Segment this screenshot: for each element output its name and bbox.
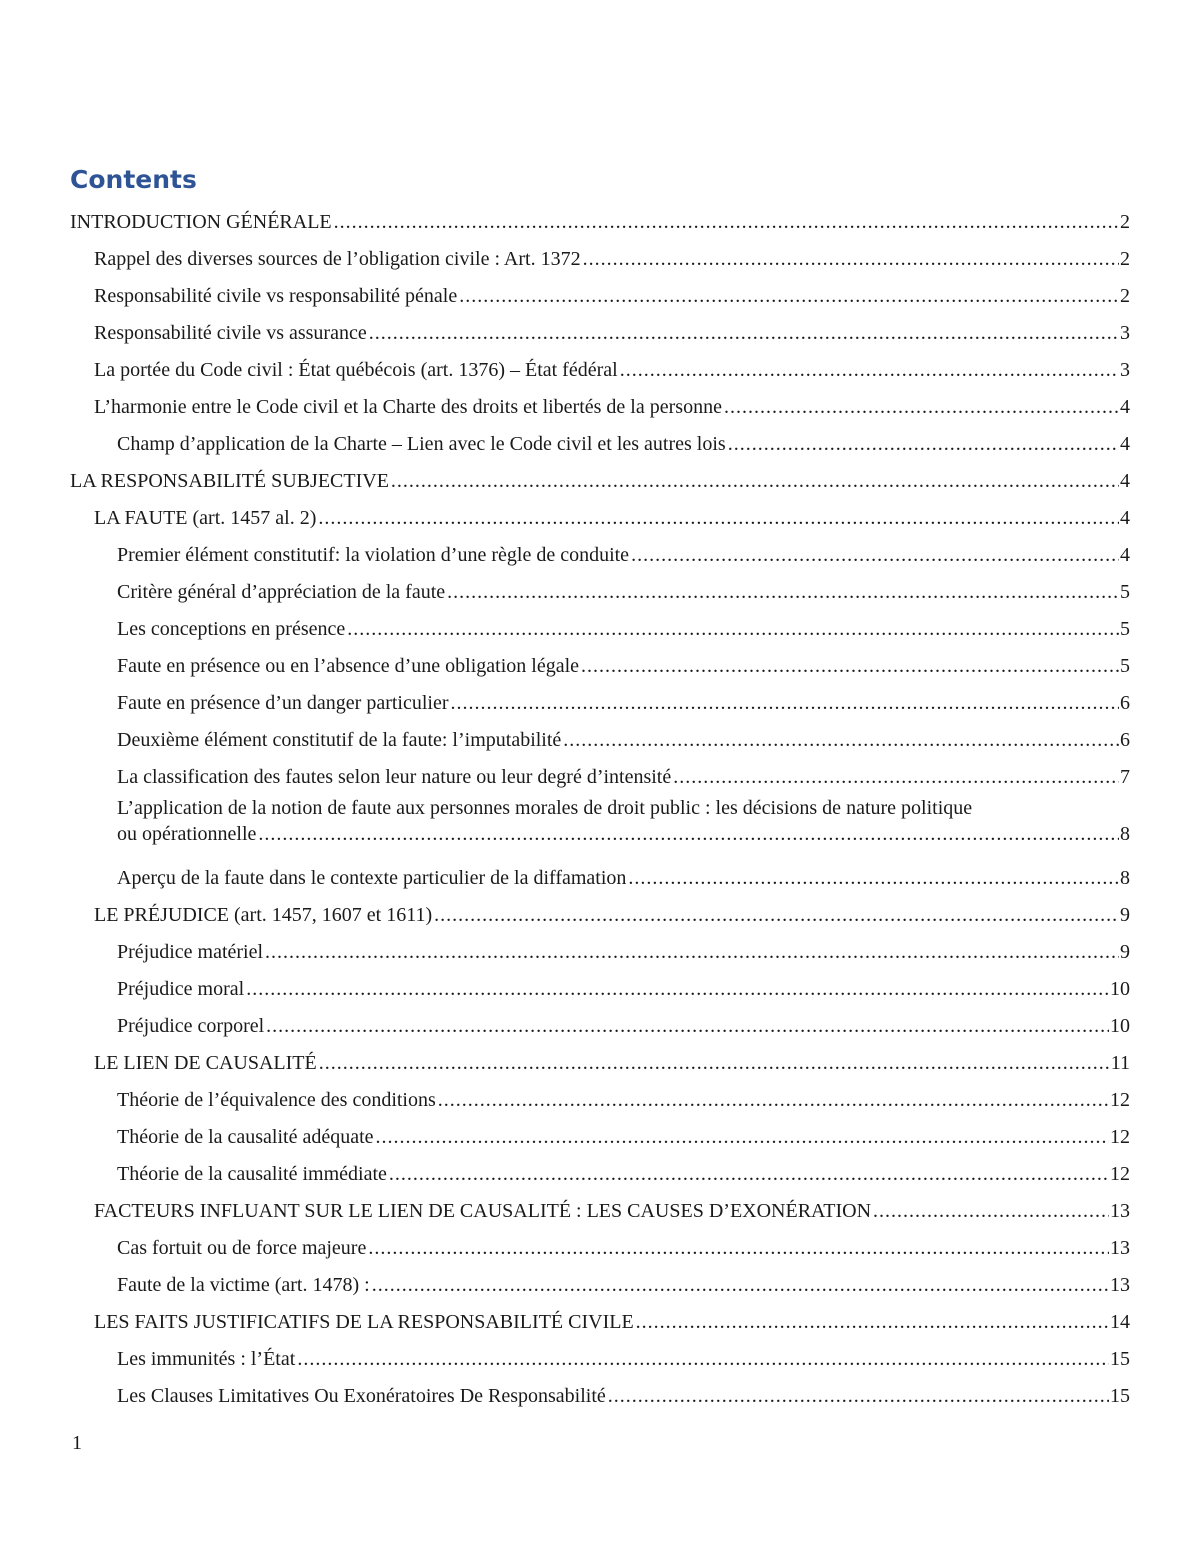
- dot-leader: [391, 468, 1119, 494]
- toc-entry-page: 2: [1120, 248, 1130, 270]
- toc-entry-page: 6: [1120, 692, 1130, 714]
- toc-entry-text: Responsabilité civile vs responsabilité pénale: [94, 285, 458, 307]
- dot-leader: [265, 939, 1119, 965]
- toc-entry-page: 9: [1120, 941, 1130, 963]
- toc-entry-page: 13: [1110, 1274, 1130, 1296]
- dot-leader: [620, 357, 1119, 383]
- toc-entry-text: Deuxième élément constitutif de la faute: l’imputabilité: [117, 729, 562, 751]
- toc-entry[interactable]: [70, 753, 1130, 790]
- toc-entry-page: 13: [1110, 1237, 1130, 1259]
- toc-entry-page: 2: [1120, 285, 1130, 307]
- dot-leader: [724, 394, 1119, 420]
- toc-entry-page: 15: [1110, 1385, 1130, 1407]
- dot-leader: [258, 821, 1119, 847]
- toc-entry[interactable]: [70, 1335, 1130, 1372]
- toc-entry[interactable]: [70, 346, 1130, 383]
- toc-entry[interactable]: [70, 965, 1130, 1002]
- dot-leader: [434, 902, 1119, 928]
- page-number: 1: [72, 1432, 82, 1454]
- toc-entry[interactable]: [70, 1002, 1130, 1039]
- toc-entry-page: 12: [1110, 1126, 1130, 1148]
- toc-entry[interactable]: [70, 198, 1130, 235]
- dot-leader: [447, 579, 1119, 605]
- toc-entry-page: 7: [1120, 766, 1130, 788]
- dot-leader: [389, 1161, 1109, 1187]
- dot-leader: [631, 542, 1119, 568]
- dot-leader: [438, 1087, 1109, 1113]
- toc-entry[interactable]: [70, 679, 1130, 716]
- toc-entry-page: 3: [1120, 359, 1130, 381]
- toc-entry-page: 10: [1110, 1015, 1130, 1037]
- toc-entry-page: 9: [1120, 904, 1130, 926]
- toc-entry-text: Faute en présence d’un danger particulier: [117, 692, 449, 714]
- dot-leader: [728, 431, 1119, 457]
- toc-entry-text: Préjudice matériel: [117, 941, 264, 963]
- dot-leader: [583, 246, 1119, 272]
- toc-entry[interactable]: [70, 531, 1130, 568]
- toc-entry[interactable]: [70, 605, 1130, 642]
- toc-entry-text: Les conceptions en présence: [117, 618, 346, 640]
- toc-entry-page: 14: [1110, 1311, 1130, 1333]
- toc-entry[interactable]: [70, 1039, 1130, 1076]
- toc-entry-text: Cas fortuit ou de force majeure: [117, 1237, 367, 1259]
- toc-entry-text: Théorie de la causalité immédiate: [117, 1163, 387, 1185]
- dot-leader: [376, 1124, 1109, 1150]
- dot-leader: [563, 727, 1119, 753]
- toc-entry-text: Théorie de la causalité adéquate: [117, 1126, 374, 1148]
- toc-entry-text: L’harmonie entre le Code civil et la Charte des droits et libertés de la personne: [94, 396, 722, 418]
- toc-entry-page: 12: [1110, 1163, 1130, 1185]
- dot-leader: [318, 505, 1119, 531]
- toc-entry-page: 5: [1120, 618, 1130, 640]
- dot-leader: [246, 976, 1109, 1002]
- toc-entry-page: 4: [1120, 433, 1130, 455]
- toc-entry[interactable]: [70, 235, 1130, 272]
- toc-entry-page: 5: [1120, 581, 1130, 603]
- toc-entry-page: 3: [1120, 322, 1130, 344]
- toc-entry-text: FACTEURS INFLUANT SUR LE LIEN DE CAUSALITÉ : LES CAUSES D’EXONÉRATION: [94, 1200, 872, 1222]
- toc-entry-text: Les immunités : l’État: [117, 1348, 296, 1370]
- toc-entry[interactable]: [70, 1187, 1130, 1224]
- dot-leader: [319, 1050, 1110, 1076]
- toc-entry-page: 13: [1110, 1200, 1130, 1222]
- toc-entry[interactable]: [70, 1224, 1130, 1261]
- dot-leader: [347, 616, 1119, 642]
- toc-entry-text: Faute en présence ou en l’absence d’une obligation légale: [117, 655, 580, 677]
- toc-entry-page: 12: [1110, 1089, 1130, 1111]
- toc-entry-text: La classification des fautes selon leur nature ou leur degré d’intensité: [117, 766, 672, 788]
- toc-entry[interactable]: [70, 420, 1130, 457]
- toc-entry[interactable]: [70, 1113, 1130, 1150]
- toc-entry[interactable]: [70, 383, 1130, 420]
- toc-entry-page: 15: [1110, 1348, 1130, 1370]
- toc-entry[interactable]: [70, 1261, 1130, 1298]
- toc-entry-text: LA FAUTE (art. 1457 al. 2): [94, 507, 317, 529]
- toc-entry-text: LA RESPONSABILITÉ SUBJECTIVE: [70, 470, 389, 492]
- toc-entry[interactable]: [70, 494, 1130, 531]
- toc-entry[interactable]: [70, 1298, 1130, 1335]
- dot-leader: [297, 1346, 1109, 1372]
- toc-entry-page: 4: [1120, 507, 1130, 529]
- toc-entry-text: Responsabilité civile vs assurance: [94, 322, 367, 344]
- dot-leader: [673, 764, 1119, 790]
- dot-leader: [873, 1198, 1109, 1224]
- toc-entry-text: L’application de la notion de faute aux personnes morales de droit public : les décisions de nature politique: [117, 797, 973, 819]
- toc-entry-text: Les Clauses Limitatives Ou Exonératoires De Responsabilité: [117, 1385, 606, 1407]
- toc-entry-text: Premier élément constitutif: la violation d’une règle de conduite: [117, 544, 630, 566]
- toc-title: Contents: [70, 165, 197, 194]
- dot-leader: [459, 283, 1119, 309]
- toc-entry[interactable]: [70, 1150, 1130, 1187]
- toc-entry-text: LES FAITS JUSTIFICATIFS DE LA RESPONSABILITÉ CIVILE: [94, 1311, 634, 1333]
- dot-leader: [372, 1272, 1109, 1298]
- toc-entry-text: Champ d’application de la Charte – Lien avec le Code civil et les autres lois: [117, 433, 726, 455]
- toc-entry[interactable]: [70, 457, 1130, 494]
- toc-entry-text: Préjudice moral: [117, 978, 245, 1000]
- toc-entry[interactable]: [70, 1076, 1130, 1113]
- toc-entry-text: Rappel des diverses sources de l’obligation civile : Art. 1372: [94, 248, 581, 270]
- toc-entry[interactable]: [70, 716, 1130, 753]
- dot-leader: [628, 865, 1119, 891]
- toc-entry-text: LE PRÉJUDICE (art. 1457, 1607 et 1611): [94, 904, 433, 926]
- toc-entry[interactable]: [70, 854, 1130, 891]
- toc-entry[interactable]: [70, 1372, 1130, 1409]
- toc-entry-page: 6: [1120, 729, 1130, 751]
- toc-entry-text: La portée du Code civil : État québécois (art. 1376) – État fédéral: [94, 359, 618, 381]
- dot-leader: [608, 1383, 1109, 1409]
- toc-entry[interactable]: [70, 891, 1130, 928]
- toc-entry-page: 8: [1120, 867, 1130, 889]
- table-of-contents: [70, 198, 1130, 1409]
- toc-entry-text: Critère général d’appréciation de la faute: [117, 581, 446, 603]
- dot-leader: [451, 690, 1119, 716]
- toc-entry-page: 10: [1110, 978, 1130, 1000]
- toc-entry-page: 4: [1120, 544, 1130, 566]
- toc-entry-text: INTRODUCTION GÉNÉRALE: [70, 211, 332, 233]
- dot-leader: [369, 320, 1119, 346]
- toc-entry[interactable]: [70, 642, 1130, 679]
- toc-entry-page: 11: [1110, 1052, 1130, 1074]
- toc-entry-page: 5: [1120, 655, 1130, 677]
- toc-entry[interactable]: [70, 568, 1130, 605]
- dot-leader: [581, 653, 1119, 679]
- dot-leader: [636, 1309, 1109, 1335]
- toc-entry-page: 2: [1120, 211, 1130, 233]
- dot-leader: [368, 1235, 1109, 1261]
- toc-entry[interactable]: [70, 309, 1130, 346]
- toc-entry[interactable]: [70, 790, 1130, 854]
- toc-entry-text: Faute de la victime (art. 1478) :: [117, 1274, 370, 1296]
- dot-leader: [334, 209, 1119, 235]
- toc-entry-text-continued: ou opérationnelle: [117, 823, 257, 845]
- toc-entry-page: 4: [1120, 470, 1130, 492]
- toc-entry-text: Aperçu de la faute dans le contexte particulier de la diffamation: [117, 867, 627, 889]
- toc-entry[interactable]: [70, 928, 1130, 965]
- dot-leader: [266, 1013, 1109, 1039]
- toc-entry-page: 4: [1120, 396, 1130, 418]
- toc-entry-page: 8: [1120, 823, 1130, 845]
- toc-entry-text: Théorie de l’équivalence des conditions: [117, 1089, 436, 1111]
- toc-entry-text: Préjudice corporel: [117, 1015, 265, 1037]
- toc-entry[interactable]: [70, 272, 1130, 309]
- toc-entry-text: LE LIEN DE CAUSALITÉ: [94, 1052, 317, 1074]
